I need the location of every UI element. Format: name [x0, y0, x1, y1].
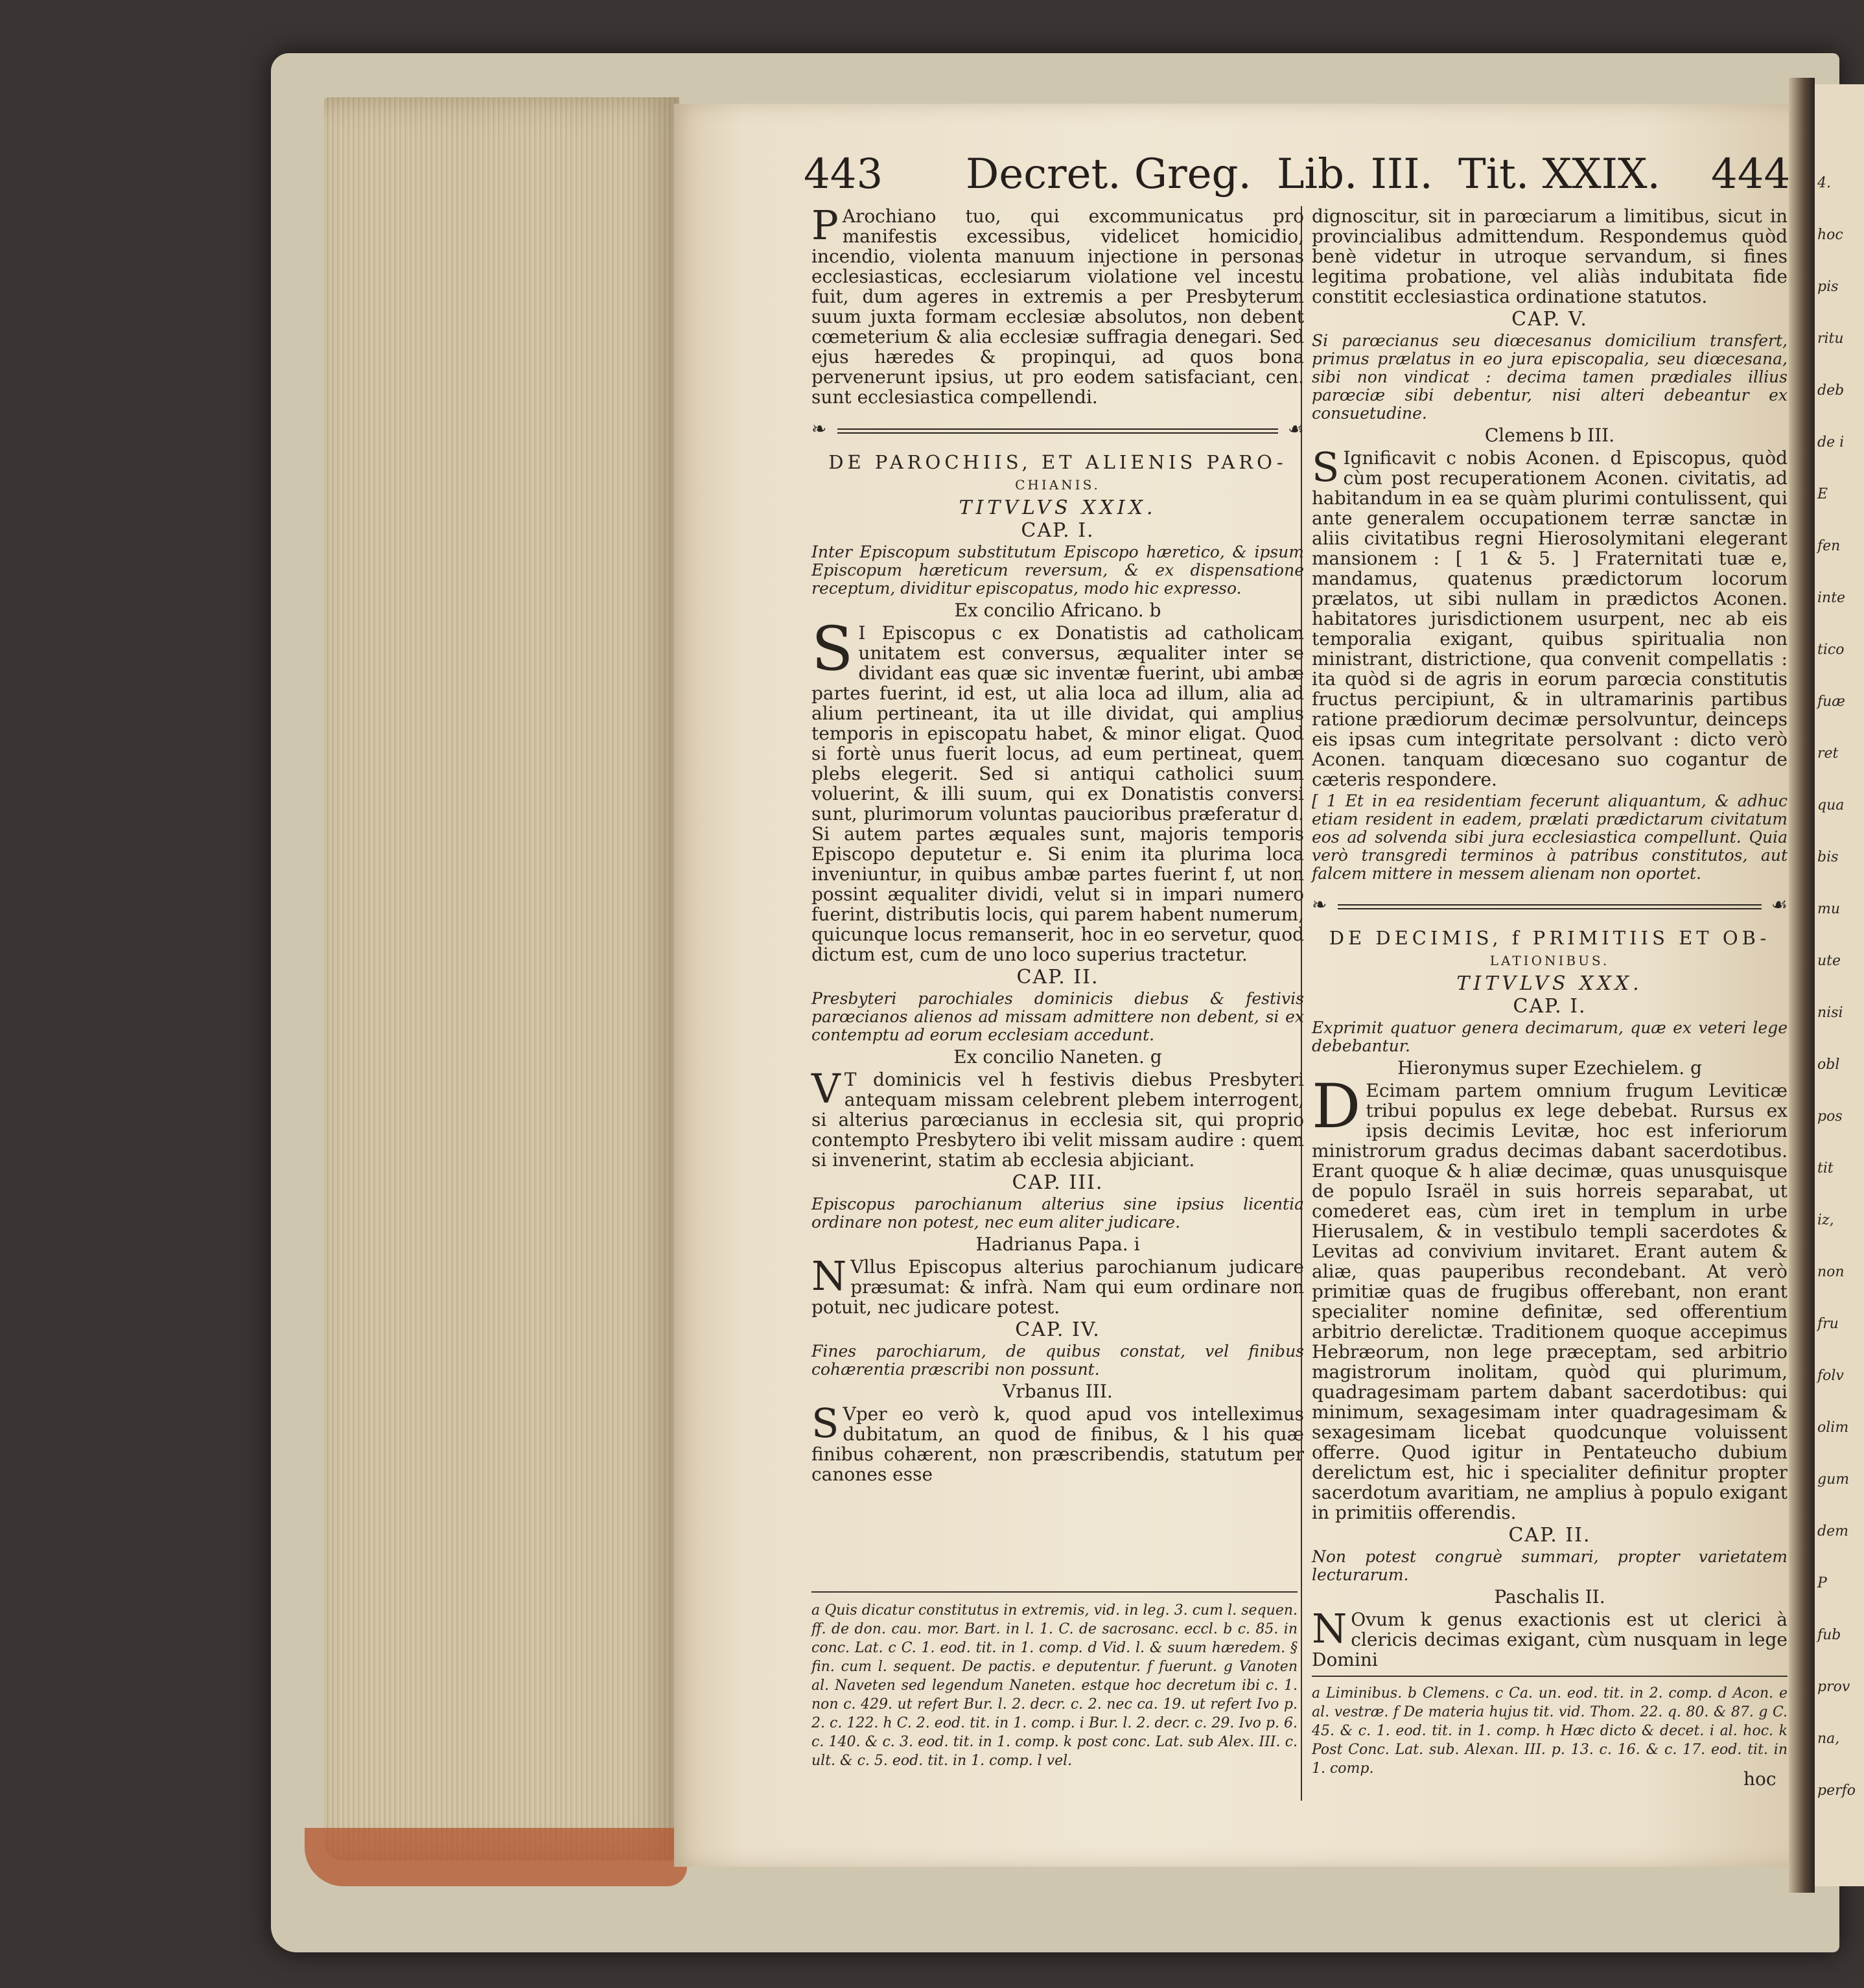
page-number-right: 444 — [1711, 150, 1791, 198]
ornament-right-icon: ☙ — [1771, 894, 1788, 915]
book-gutter — [1789, 78, 1815, 1893]
drop-cap: N — [811, 1252, 847, 1300]
chapter-text: D Ecimam partem omnium frugum Leviticæ tribui populus ex lege debebat. Rursus ex ipsis decimis Levitæ, hoc est inferiorum ministrorum gradus decimas dabant sacerdotibus. Erant quoque & h aliæ decimæ, quas unusquisque de populo Israël in suis horreis separabat, ut comederet eas, cùm iret in templum in urbe Hierusalem, & in vestibulo templi sacerdotes & Levitas ad convivium invitaret. Erant autem & aliæ, quas pauperibus recondebant. At verò primitiæ quas de frugibus offerebant, non erant specialiter nomine definitæ, sed offerentium arbitrio derelictæ. Traditionem quoque accepimus Hebræorum, non lege præceptam, sed arbitrio magistrorum inolitam, quòd qui plurimum, quadragesimam partem dabant sacerdotibus: qui minimum, sexagesimam inter quadragesimam & sexagesimam licebat quodcunque voluissent offerre. Quod igitur in Pentateucho dubium derelictum est, hic i specialiter definitur propter sacerdotum avaritiam, ne amplius à populo exigant in primitiis offerendis. — [1312, 1071, 1788, 1523]
chapter-summary: Inter Episcopum substitutum Episcopo hæretico, & ipsum Episcopum hæreticum reversum, & ex dispensatione receptum, dividitur episcopatus, modo hic expresso. — [811, 543, 1304, 598]
section-title-cont: CHIANIS. — [1015, 477, 1101, 493]
chapter-label: CAP. II. — [1016, 966, 1099, 988]
next-page-fragment-text: obl — [1817, 1057, 1840, 1073]
next-page-fragment-text: folv — [1817, 1368, 1844, 1384]
next-page-fragment-text: prov — [1817, 1679, 1850, 1695]
next-page-fragment-text: de i — [1817, 434, 1845, 450]
intro-paragraph: P Arochiano tuo, qui excommunicatus pro manifestis excessibus, videlicet homicidio, incendio, violenta manuum injectione in personas ecclesiasticas, ecclesiarum violatione vel incestu fuit, dum ageres in extremis a per Presbyterum suum juxta formam ecclesiæ absolutos, non debent cœmeterium & alia ecclesiæ suffragia denegari. Sed ejus hæredes & propinqui, ad quos bona pervenerunt ipsius, ut pro eodem satisfaciant, cen. sunt ecclesiastica compellendi. — [811, 202, 1304, 408]
ornament-left-icon: ❧ — [1312, 894, 1327, 915]
chapter-label: CAP. V. — [1511, 308, 1588, 331]
chapter-source: Ex concilio Africano. b — [954, 600, 1161, 621]
book-fore-edge — [324, 97, 679, 1860]
next-page-fragment-text: ute — [1817, 953, 1841, 969]
next-page-fragment-text: pis — [1817, 279, 1839, 295]
continuation-paragraph: dignoscitur, sit in parœciarum a limitibus, sicut in provincialibus admittendum. Respondemus quòd benè videtur in utroque servandum, si fines legitima probatione, vel aliàs indubitata fide constitit ecclesiastica ordinatione statutos. — [1312, 205, 1788, 307]
book-edge-red-stain — [305, 1828, 687, 1886]
left-column — [811, 202, 1304, 1487]
footnote-rule-right — [1312, 1676, 1788, 1677]
chapter-label: CAP. I. — [1021, 519, 1095, 542]
chapter-text: V T dominicis vel h festivis diebus Presbyteri antequam missam celebrent plebem interrogent, si alterius parœcianus in ecclesia sit, qui proprio contempto Presbytero ibi velit missam audire : quem si invenerint, statim ab ecclesia abjiciant. — [811, 1065, 1304, 1171]
chapter-label: CAP. III. — [1012, 1171, 1104, 1194]
next-page-fragment-text: non — [1817, 1264, 1845, 1280]
chapter-label: CAP. II. — [1508, 1524, 1591, 1547]
next-page-fragment-text: inte — [1817, 590, 1846, 606]
next-page-fragment-text: P — [1817, 1575, 1827, 1591]
next-page-fragment-text: ret — [1817, 745, 1839, 762]
chapter-source: Hadrianus Papa. i — [975, 1234, 1140, 1255]
chapter-text: S Ignificavit c nobis Aconen. d Episcopus, quòd cùm post recuperationem Aconen. civitatis, ad habitandum in ea se quàm plurimi contulissent, qui ante generalem occupationem terræ sanctæ in aliis civitatibus regni Hierosolymitani elegerant mansionem : [ 1 & 5. ] Fraternitati tuæ e, mandamus, quatenus prædictorum locorum prælatos, ut sibi nullam in prædictos Aconen. habitatores jurisdictionem usurpent, nec ab eis temporalia exigant, quibus spiritualia non ministrant, districtione, qua convenit compellatis : ita quòd si de agris in eorum parœcia constitutis fructus percipiunt, & in ultramarinis partibus ratione prædiorum decimæ persolvuntur, deinceps eis ipsas cum integritate persolvant : dicto verò Aconen. tanquam diœcesano suo cogantur de cæteris respondere. — [1312, 443, 1788, 790]
next-page-fragment-text: tico — [1817, 642, 1845, 658]
section-title: DE DECIMIS, f PRIMITIIS ET OB- — [1329, 927, 1771, 949]
next-page-fragment-text: hoc — [1817, 227, 1843, 243]
running-title: Decret. Greg. — [966, 150, 1252, 198]
next-page-fragment-text: iz, — [1817, 1212, 1834, 1228]
next-page-fragment-text: dem — [1817, 1523, 1848, 1539]
drop-cap: V — [811, 1065, 841, 1112]
next-page-fragment-text: ritu — [1817, 331, 1844, 347]
titulus-heading: TITVLVS XXIX. — [959, 497, 1157, 519]
drop-cap: N — [1312, 1605, 1347, 1652]
next-page-fragment-text: tit — [1817, 1160, 1834, 1176]
chapter-text: N Ovum k genus exactionis est ut clerici à clericis decimas exigant, cùm nusquam in lege Domini — [1312, 1605, 1788, 1670]
next-page-fragment-text: fen — [1817, 538, 1841, 554]
footnote-rule-left — [811, 1591, 1298, 1593]
chapter-summary: Presbyteri parochiales dominicis diebus & festivis parœcianos alienos ad missam admittere non debent, si ex contemptu ad eorum ecclesiam accedunt. — [811, 989, 1304, 1044]
next-page-fragment-text: pos — [1817, 1108, 1843, 1125]
chapter-source: Paschalis II. — [1494, 1586, 1605, 1608]
running-header — [804, 150, 1791, 202]
next-page-fragment-text: 4. — [1817, 175, 1831, 191]
chapter-text: S Vper eo verò k, quod apud vos intelleximus dubitatum, an quod de finibus, & l his quæ finibus cohærent, non præscribendis, statutum per canones esse — [811, 1399, 1304, 1485]
ornament-right-icon: ☙ — [1287, 418, 1304, 439]
chapter-label: CAP. I. — [1513, 995, 1587, 1018]
next-page-fragment-text: bis — [1817, 849, 1839, 865]
drop-cap: S — [811, 1399, 839, 1447]
chapter-summary: Fines parochiarum, de quibus constat, vel finibus cohærentia præscribi non possunt. — [811, 1342, 1304, 1379]
next-page-fragment-text: E — [1817, 486, 1828, 502]
chapter-summary: Exprimit quatuor genera decimarum, quæ ex veteri lege debebantur. — [1312, 1018, 1788, 1055]
drop-cap: P — [811, 202, 839, 249]
ornamental-rule — [1312, 894, 1788, 915]
chapter-text: N Vllus Episcopus alterius parochianum judicare præsumat: & infrà. Nam qui eum ordinare non potuit, nec judicare potest. — [811, 1252, 1304, 1318]
next-page-fragment — [1815, 84, 1864, 1886]
drop-cap: S — [811, 614, 854, 684]
chapter-summary: Episcopus parochianum alterius sine ipsius licentia ordinare non potest, nec eum aliter judicare. — [811, 1195, 1304, 1232]
liber-label: Lib. III. — [1277, 150, 1433, 198]
next-page-fragment-text: nisi — [1817, 1005, 1843, 1021]
ornamental-rule — [811, 418, 1304, 439]
next-page-fragment-text: deb — [1817, 382, 1845, 399]
next-page-fragment-text: olim — [1817, 1420, 1849, 1436]
chapter-source: Vrbanus III. — [1003, 1381, 1113, 1402]
next-page-fragment-text: fuæ — [1817, 694, 1845, 710]
next-page-fragment-text: perfo — [1817, 1783, 1856, 1799]
footnotes-left: a Quis dicatur constitutus in extremis, vid. in leg. 3. cum l. sequen. ff. de don. cau. mor. Bart. in l. 1. C. de sacrosanc. eccl. b c. 85. in conc. Lat. c C. 1. eod. tit. in 1. comp. d Vid. l. & suum hæredem. § fin. cum l. sequent. De pactis. e deputentur. f fuerunt. g Vanoten al. Naveten sed legendum Naneten. estque hoc decretum ibi c. 1. non c. 429. ut refert Bur. l. 2. decr. c. 2. nec ca. 19. ut refert Ivo p. 2. c. 122. h C. 2. eod. tit. in 1. comp. i Bur. l. 2. decr. c. 29. Ivo p. 6. c. 140. & c. 3. eod. tit. in 1. comp. k post conc. Lat. sub Alex. III. c. ult. & c. 5. eod. tit. in 1. comp. l vel. — [811, 1602, 1298, 1769]
chapter-label: CAP. IV. — [1015, 1318, 1101, 1341]
chapter-source: Clemens b III. — [1484, 425, 1615, 446]
next-page-fragment-text: qua — [1817, 797, 1845, 813]
chapter-source: Hieronymus super Ezechielem. g — [1397, 1057, 1702, 1079]
next-page-fragment-text: fub — [1817, 1627, 1841, 1643]
titulus-heading: TITVLVS XXX. — [1456, 972, 1643, 995]
bracket-note: [ 1 Et in ea residentiam fecerunt aliquantum, & adhuc etiam resident in eadem, prælati prædictarum civitatum eos ad solvenda sibi jura ecclesiastica compellunt. Quia verò transgredi terminos à patribus constitutos, aut falcem mittere in messem alienam non oportet. — [1312, 791, 1788, 883]
next-page-fragment-text: mu — [1817, 901, 1841, 917]
chapter-summary: Non potest congruè summari, propter varietatem lecturarum. — [1312, 1547, 1788, 1584]
next-page-fragment-text: fru — [1817, 1316, 1839, 1332]
ornament-left-icon: ❧ — [811, 418, 827, 439]
drop-cap: S — [1312, 443, 1340, 491]
catchword: hoc — [1743, 1768, 1777, 1790]
footnotes-right: a Liminibus. b Clemens. c Ca. un. eod. tit. in 2. comp. d Acon. e al. vestræ. f De materia hujus tit. vid. Thom. 22. q. 80. & 87. g C. 45. & c. 1. eod. tit. in 1. comp. h Hæc dicto & decet. i al. hoc. k Post Conc. Lat. sub. Alexan. III. p. 13. c. 16. & c. 17. eod. tit. in 1. comp. — [1312, 1685, 1788, 1777]
page-number-left: 443 — [804, 150, 883, 198]
drop-cap: D — [1312, 1071, 1361, 1142]
titulus-label: Tit. XXIX. — [1458, 150, 1660, 198]
section-title: DE PAROCHIIS, ET ALIENIS PARO- — [828, 451, 1287, 473]
next-page-fragment-text: gum — [1817, 1471, 1850, 1488]
chapter-source: Ex concilio Naneten. g — [953, 1046, 1162, 1068]
chapter-text: S I Episcopus c ex Donatistis ad catholicam unitatem est conversus, æqualiter inter se dividant eas quæ sic inventæ fuerint, ubi ambæ partes fuerint, id est, ut alia loca ad illum, alia ad alium pertineant, ita ut ille dividat, qui amplius temporis in episcopatu habet, & minor eligat. Quod si fortè unus fuerit locus, ad eum pertineat, quem plebs elegerit. Sed si antiqui catholici suum voluerint, & illi suum, qui ex Donatistis conversi sunt, plurimorum voluntas paucioribus præferatur d. Si autem partes æquales sunt, majoris temporis Episcopo deputetur e. Si enim ita plurima loca inveniuntur, in quibus ambæ partes fuerint f, ut non possint æqualiter dividi, velut si in impari numero fuerint, distributis locis, qui parem habent numerum, quicunque locus remanserit, hoc in eo servetur, quod dictum est, cum de uno loco superius tractetur. — [811, 614, 1304, 965]
right-column — [1312, 206, 1788, 1672]
next-page-fragment-text: na, — [1817, 1731, 1840, 1747]
chapter-summary: Si parœcianus seu diœcesanus domicilium transfert, primus prælatus in eo jura episcopalia, seu diœcesana, sibi non vindicat : decima tamen prædiales illius parœciæ sibi debentur, nisi alteri debeantur ex consuetudine. — [1312, 331, 1788, 423]
section-title-cont: LATIONIBUS. — [1489, 953, 1610, 968]
